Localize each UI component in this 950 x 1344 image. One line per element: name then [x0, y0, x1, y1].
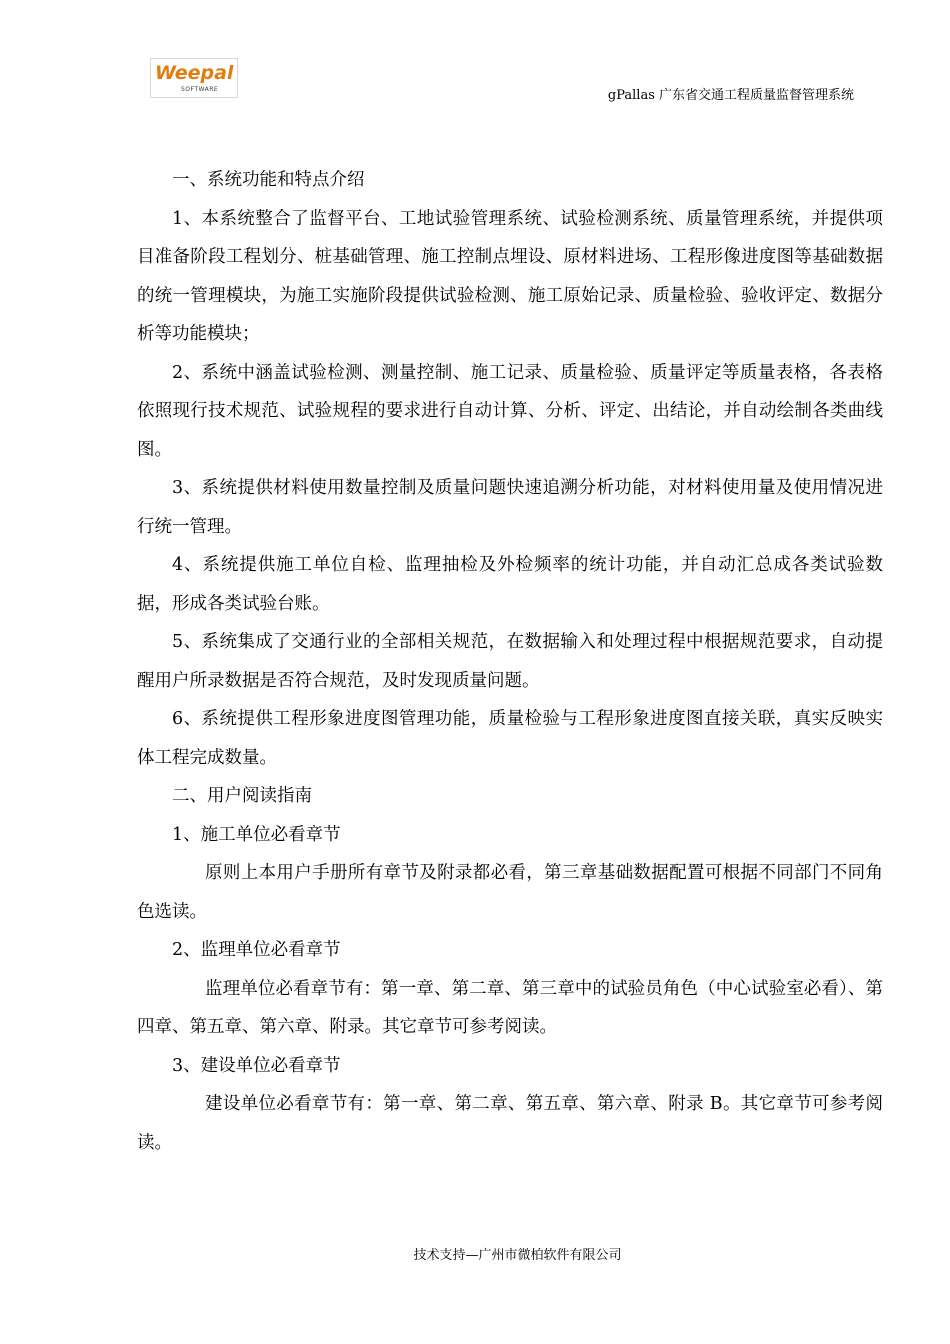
logo-subtitle: SOFTWARE — [181, 86, 219, 93]
feature-paragraph-5: 5、系统集成了交通行业的全部相关规范，在数据输入和处理过程中根据规范要求，自动提醒用户所录数据是否符合规范，及时发现质量问题。 — [137, 632, 883, 691]
feature-paragraph-6: 6、系统提供工程形象进度图管理功能，质量检验与工程形象进度图直接关联，真实反映实体工程完成数量。 — [137, 709, 883, 768]
company-logo — [150, 58, 238, 98]
section-heading-features: 一、系统功能和特点介绍 — [172, 170, 365, 190]
subheading-supervision-unit: 2、监理单位必看章节 — [172, 940, 341, 960]
section-heading-reading-guide: 二、用户阅读指南 — [172, 786, 312, 806]
logo-wordmark: Weepal — [155, 62, 234, 84]
page-footer: 技术支持—广州市微柏软件有限公司 — [413, 1248, 622, 1263]
document-body — [137, 161, 883, 1162]
feature-paragraph-2: 2、系统中涵盖试验检测、测量控制、施工记录、质量检验、质量评定等质量表格，各表格依照现行技术规范、试验规程的要求进行自动计算、分析、评定、出结论，并自动绘制各类曲线图。 — [137, 362, 883, 460]
feature-paragraph-4: 4、系统提供施工单位自检、监理抽检及外检频率的统计功能，并自动汇总成各类试验数据，形成各类试验台账。 — [137, 555, 883, 614]
supervision-unit-text: 监理单位必看章节有：第一章、第二章、第三章中的试验员角色（中心试验室必看）、第四章、第五章、第六章、附录。其它章节可参考阅读。 — [137, 978, 883, 1037]
owner-unit-text: 建设单位必看章节有：第一章、第二章、第五章、第六章、附录 B。其它章节可参考阅读。 — [137, 1094, 883, 1153]
subheading-owner-unit: 3、建设单位必看章节 — [172, 1055, 341, 1076]
feature-paragraph-3: 3、系统提供材料使用数量控制及质量问题快速追溯分析功能，对材料使用量及使用情况进行统一管理。 — [137, 478, 883, 537]
system-title: gPallas 广东省交通工程质量监督管理系统 — [607, 88, 854, 103]
feature-paragraph-1: 1、本系统整合了监督平台、工地试验管理系统、试验检测系统、质量管理系统，并提供项目准备阶段工程划分、桩基础管理、施工控制点埋设、原材料进场、工程形像进度图等基础数据的统一管理模块，为施工实施阶段提供试验检测、施工原始记录、质量检验、验收评定、数据分析等功能模块； — [137, 208, 883, 344]
subheading-construction-unit: 1、施工单位必看章节 — [172, 824, 341, 845]
construction-unit-text: 原则上本用户手册所有章节及附录都必看，第三章基础数据配置可根据不同部门不同角色选读。 — [137, 863, 883, 922]
